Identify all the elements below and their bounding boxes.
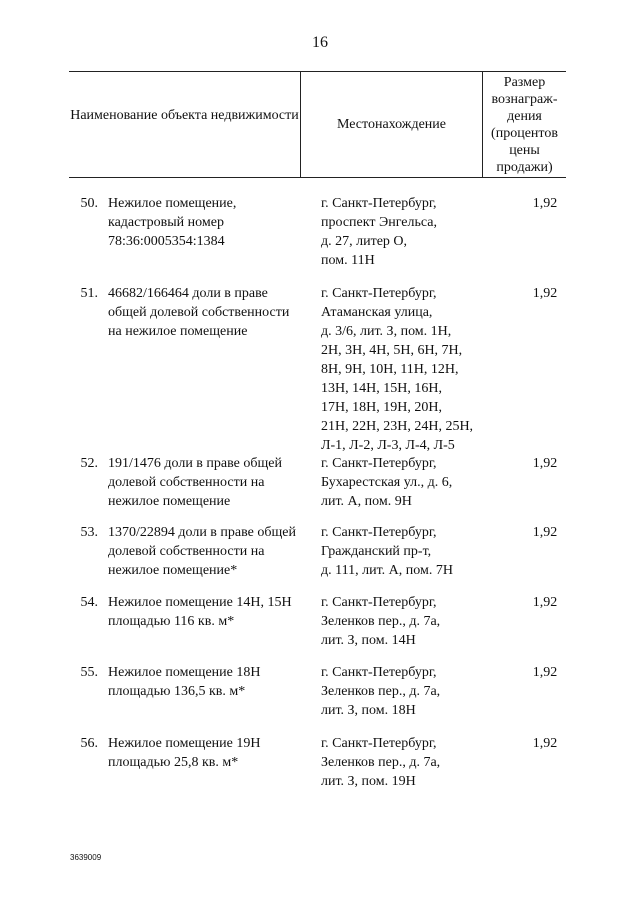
row-number: 54. [80,595,98,610]
row-location: г. Санкт-Петербург, Зеленков пер., д. 7а, лит. З, пом. 18Н [321,665,441,718]
row-fee: 1,92 [532,196,558,211]
row-location: г. Санкт-Петербург, Бухарестская ул., д. 6, лит. А, пом. 9Н [321,456,453,509]
row-fee: 1,92 [532,525,558,540]
row-fee: 1,92 [532,665,558,680]
row-fee: 1,92 [532,456,558,471]
row-name: 46682/166464 доли в праве общей долевой собственности на нежилое помещение [108,286,290,339]
row-name: Нежилое помещение 19Н площадью 25,8 кв. м* [108,736,261,770]
page-number: 16 [312,34,328,51]
header-fee: Размер вознаграж-дения (процентов цены продажи) [491,75,558,175]
footer-code: 3639009 [70,853,102,862]
row-location: г. Санкт-Петербург, Гражданский пр-т, д. 111, лит. А, пом. 7Н [321,525,453,578]
row-location: г. Санкт-Петербург, проспект Энгельса, д. 27, литер О, пом. 11Н [321,196,437,268]
row-name: Нежилое помещение 18Н площадью 136,5 кв. м* [108,665,261,699]
row-location: г. Санкт-Петербург, Зеленков пер., д. 7а, лит. З, пом. 19Н [321,736,441,789]
row-number: 53. [80,525,98,540]
row-number: 52. [80,456,98,471]
header-name: Наименование объекта недвижимости [70,108,299,123]
row-number: 55. [80,665,98,680]
table-header-rule [69,177,566,178]
row-name: 1370/22894 доли в праве общей долевой собственности на нежилое помещение* [108,525,296,578]
row-location: г. Санкт-Петербург, Зеленков пер., д. 7а, лит. З, пом. 14Н [321,595,441,648]
table-top-rule [69,71,566,72]
row-fee: 1,92 [532,736,558,751]
row-name: 191/1476 доли в праве общей долевой собственности на нежилое помещение [108,456,282,509]
row-number: 56. [80,736,98,751]
row-name: Нежилое помещение, кадастровый номер 78:36:0005354:1384 [108,196,237,249]
row-fee: 1,92 [532,595,558,610]
row-number: 51. [80,286,98,301]
header-location: Местонахождение [336,117,446,132]
row-location: г. Санкт-Петербург, Атаманская улица, д. 3/6, лит. З, пом. 1Н, 2Н, 3Н, 4Н, 5Н, 6Н, 7Н, 8Н, 9Н, 10Н, 11Н, 12Н, 13Н, 14Н, 15Н, 16Н, 17Н, 18Н, 19Н, 20Н, 21Н, 22Н, 23Н, 24Н, 25Н, Л-1, Л-2, Л-3, Л-4, Л-5 [321,286,474,453]
row-name: Нежилое помещение 14Н, 15Н площадью 116 кв. м* [108,595,292,629]
row-fee: 1,92 [532,286,558,301]
row-number: 50. [80,196,98,211]
